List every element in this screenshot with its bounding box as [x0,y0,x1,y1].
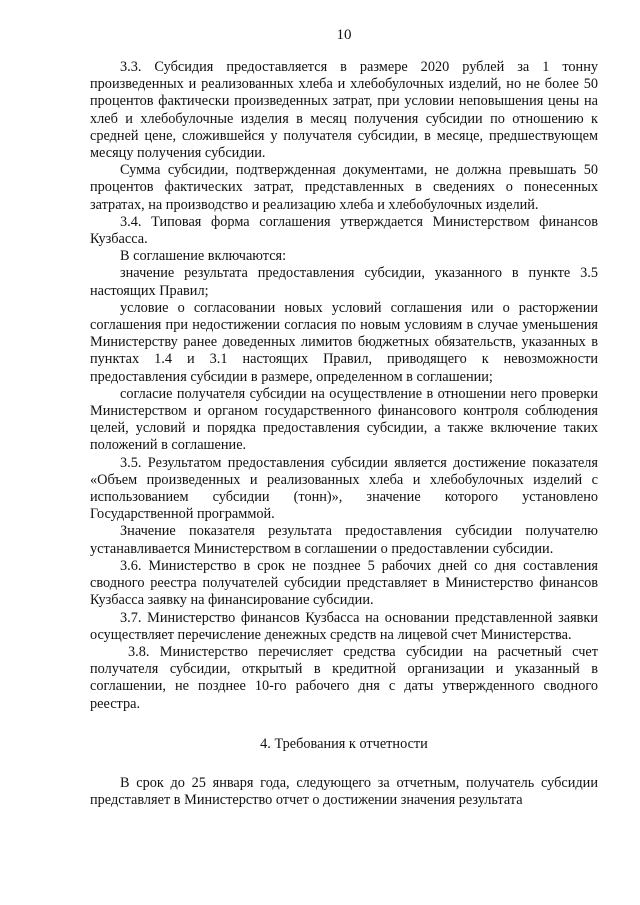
paragraph-3-7: 3.7. Министерство финансов Кузбасса на основании представленной заявки осуществляет перечисление денежных средств на лицевой счет Министерства. [90,609,598,643]
page-number: 10 [336,27,352,43]
paragraph-consent: согласие получателя субсидии на осуществление в отношении него проверки Министерством и органом государственного финансового контроля соблюдения целей, условий и порядка предоставления субсидии, а также включение таких положений в соглашение. [90,385,598,454]
paragraph-subsidy-amount: Сумма субсидии, подтвержденная документами, не должна превышать 50 процентов фактических затрат, представленных в сведениях о понесенных затратах, на производство и реализацию хлеба и хлебобулочных изделий. [90,162,598,213]
paragraph-result-value: значение результата предоставления субсидии, указанного в пункте 3.5 настоящих Правил; [90,265,598,299]
paragraph-agreement-includes: В соглашение включаются: [120,248,287,265]
paragraph-3-8: 3.8. Министерство перечисляет средства субсидии на расчетный счет получателя субсидии, открытый в кредитной организации и указанный в соглашении, не позднее 10-го рабочего дня с даты утвержденного сводного реестра. [90,643,598,712]
paragraph-reporting: В срок до 25 января года, следующего за отчетным, получатель субсидии представляет в Министерство отчет о достижении значения результата [90,774,598,809]
paragraph-3-5: 3.5. Результатом предоставления субсидии является достижение показателя «Объем произведенных и реализованных хлеба и хлебобулочных изделий с использованием субсидии (тонн)», значение которого установлено Государственной программой. [90,454,598,523]
section-heading: 4. Требования к отчетности [260,735,428,752]
paragraph-indicator-value: Значение показателя результата предоставления субсидии получателю устанавливается Министерством в соглашении о предоставлении субсидии. [90,523,598,557]
paragraph-3-6: 3.6. Министерство в срок не позднее 5 рабочих дней со дня составления сводного реестра получателей субсидии представляет в Министерство финансов Кузбасса заявку на финансирование субсидии. [90,557,598,609]
paragraph-3-4: 3.4. Типовая форма соглашения утверждается Министерством финансов Кузбасса. [90,213,598,248]
paragraph-new-conditions: условие о согласовании новых условий соглашения или о расторжении соглашения при недостижении согласия по новым условиям в случае уменьшения Министерству ранее доведенных лимитов бюджетных обязательств, указанных в пунктах 1.4 и 3.1 настоящих Правил, приводящего к невозможности предоставления субсидии в размере, определенном в соглашении; [90,299,598,385]
paragraph-3-3: 3.3. Субсидия предоставляется в размере 2020 рублей за 1 тонну произведенных и реализованных хлеба и хлебобулочных изделий, но не более 50 процентов фактически произведенных затрат, при условии неповышения цены на хлеб и хлебобулочные изделия в месяц получения субсидии по отношению к средней цене, сложившейся у получателя субсидии, в месяце, предшествующем месяцу получения субсидии. [90,59,598,162]
